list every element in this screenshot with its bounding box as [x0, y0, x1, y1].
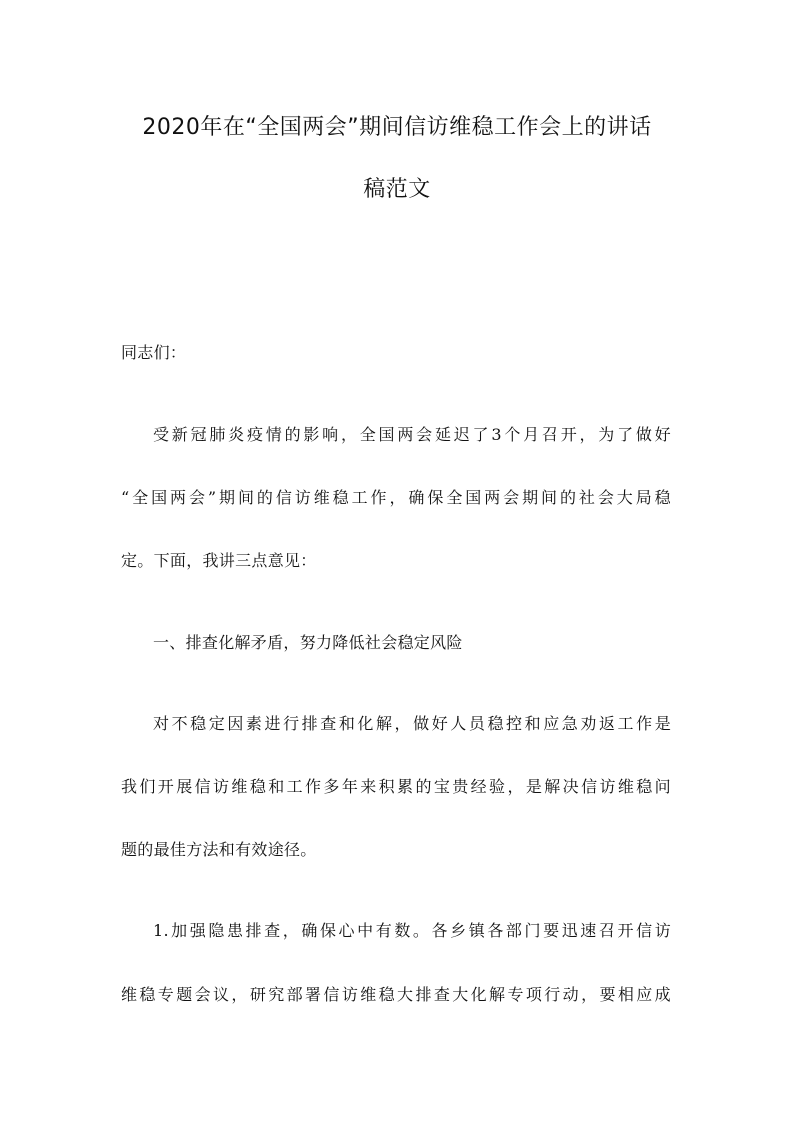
salutation: 同志们：	[121, 343, 187, 362]
p1-line-3: 题的最佳方法和有效途径。	[121, 840, 317, 859]
p1-line-2: 我们开展信访维稳和工作多年来积累的宝贵经验，是解决信访维稳问	[121, 777, 671, 796]
section-heading-1: 一、排查化解矛盾，努力降低社会稳定风险	[153, 633, 463, 652]
document-title-line-1: 2020年在“全国两会”期间信访维稳工作会上的讲话	[142, 115, 652, 140]
document-title-line-2: 稿范文	[363, 177, 431, 202]
p2-line-2: 维稳专题会议，研究部署信访维稳大排查大化解专项行动，要相应成	[121, 985, 671, 1004]
intro-line-2: “全国两会”期间的信访维稳工作，确保全国两会期间的社会大局稳	[121, 488, 671, 507]
intro-line-1: 受新冠肺炎疫情的影响，全国两会延迟了3个月召开，为了做好	[153, 425, 671, 444]
p2-line-1: 1.加强隐患排查，确保心中有数。各乡镇各部门要迅速召开信访	[153, 921, 671, 940]
intro-line-3: 定。下面，我讲三点意见：	[121, 551, 317, 570]
p1-line-1: 对不稳定因素进行排查和化解，做好人员稳控和应急劝返工作是	[153, 714, 671, 733]
